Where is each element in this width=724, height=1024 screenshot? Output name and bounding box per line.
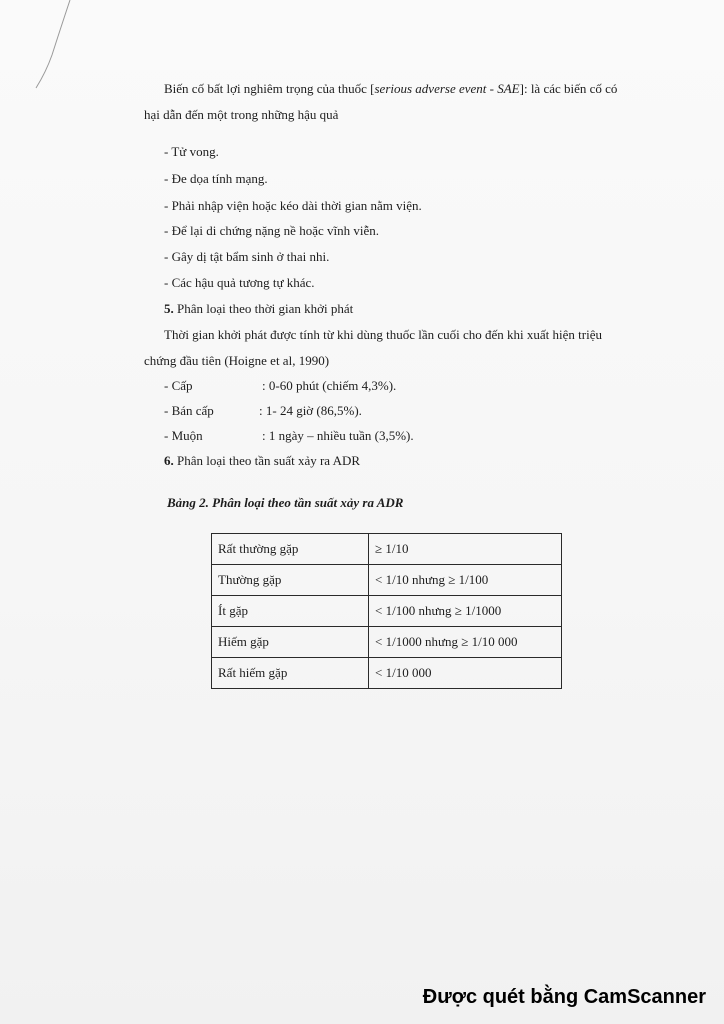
consequence-item: - Phải nhập viện hoặc kéo dài thời gian nằm viện. <box>164 198 422 213</box>
onset-value: : 0-60 phút (chiếm 4,3%). <box>262 378 397 393</box>
category-cell: Rất hiếm gặp <box>212 658 369 689</box>
onset-value: : 1- 24 giờ (86,5%). <box>259 403 362 418</box>
consequence-item: - Các hậu quả tương tự khác. <box>164 275 315 290</box>
intro-paragraph-line1: Biến cố bất lợi nghiêm trọng của thuốc [serious adverse event - SAE]: là các biến cố có <box>164 81 618 96</box>
onset-paragraph-line1: Thời gian khởi phát được tính từ khi dùng thuốc lần cuối cho đến khi xuất hiện triệu <box>164 327 602 342</box>
category-cell: Thường gặp <box>212 565 369 596</box>
pen-mark-decoration <box>30 0 90 90</box>
frequency-cell: < 1/1000 nhưng ≥ 1/10 000 <box>369 627 562 658</box>
category-cell: Hiếm gặp <box>212 627 369 658</box>
category-cell: Rất thường gặp <box>212 534 369 565</box>
table-row <box>212 596 562 627</box>
consequence-item: - Đe dọa tính mạng. <box>164 171 268 186</box>
consequence-item: - Để lại di chứng nặng nề hoặc vĩnh viễn. <box>164 223 379 238</box>
consequence-item: - Tử vong. <box>164 144 219 159</box>
section-5-heading: 5. Phân loại theo thời gian khởi phát <box>164 301 354 316</box>
frequency-cell: < 1/10 nhưng ≥ 1/100 <box>369 565 562 596</box>
onset-label: - Muộn <box>164 428 203 443</box>
onset-value: : 1 ngày – nhiều tuần (3,5%). <box>262 428 414 443</box>
table-row <box>212 565 562 596</box>
camscanner-watermark: Được quét bằng CamScanner <box>422 986 706 1008</box>
table-row <box>212 534 562 565</box>
frequency-cell: < 1/10 000 <box>369 658 562 689</box>
consequence-item: - Gây dị tật bẩm sinh ở thai nhi. <box>164 249 330 264</box>
onset-label: - Cấp <box>164 378 193 393</box>
onset-paragraph-line2: chứng đầu tiên (Hoigne et al, 1990) <box>144 353 330 368</box>
table-row <box>212 627 562 658</box>
onset-label: - Bán cấp <box>164 403 214 418</box>
table-row <box>212 658 562 689</box>
table-caption: Bảng 2. Phân loại theo tần suất xảy ra ADR <box>167 495 404 510</box>
section-6-heading: 6. Phân loại theo tần suất xảy ra ADR <box>164 453 361 468</box>
adr-frequency-table <box>211 533 562 689</box>
intro-paragraph-line2: hại dẫn đến một trong những hậu quả <box>144 107 339 122</box>
frequency-cell: ≥ 1/10 <box>369 534 562 565</box>
category-cell: Ít gặp <box>212 596 369 627</box>
frequency-cell: < 1/100 nhưng ≥ 1/1000 <box>369 596 562 627</box>
